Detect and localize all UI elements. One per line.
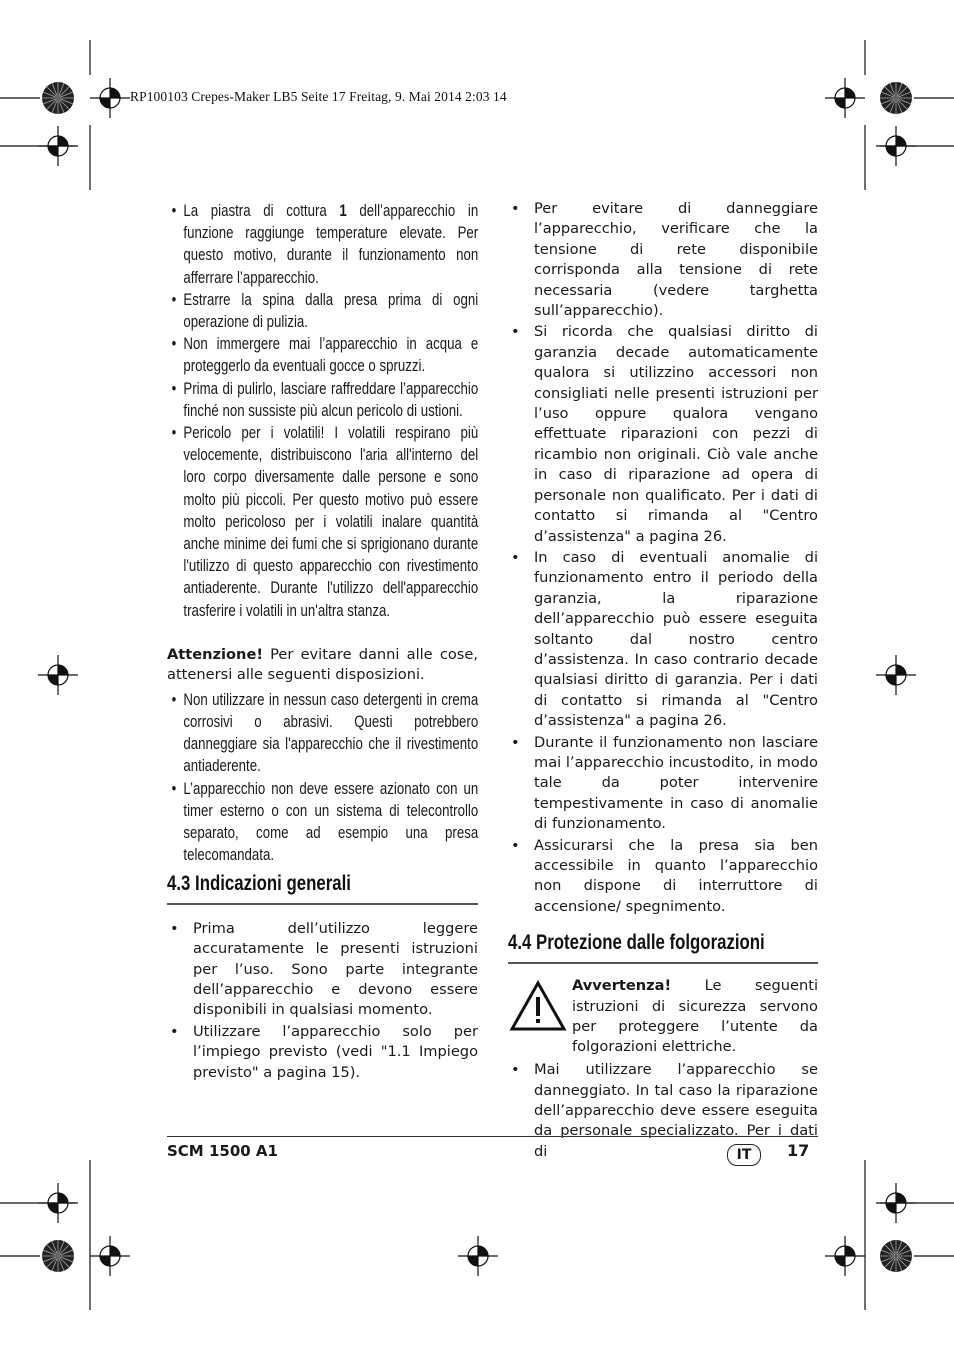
list-item: • Per evitare di danneggiare l’apparecchio, verificare che la tensione di rete disponibile corrisponda alla tensione di rete necessaria (vedere targhetta sull’apparecchio). xyxy=(508,199,818,321)
warning-label: Avvertenza! xyxy=(572,977,672,995)
warning-box xyxy=(508,976,818,1064)
safety-list-2 xyxy=(167,689,479,867)
list-item: • L’apparecchio non deve essere azionato con un timer esterno o con un sistema di telecontrollo separato, come ad esempio una presa telecomandata. xyxy=(167,778,478,867)
attention-label: Attenzione! xyxy=(167,646,263,663)
print-header: RP100103 Crepes-Maker LB5 Seite 17 Freitag, 9. Mai 2014 2:03 14 xyxy=(130,89,507,104)
list-item: • Non utilizzare in nessun caso detergenti in crema corrosivi o abrasivi. Questi potrebbero danneggiare sia l'apparecchio che il rivestimento antiaderente. xyxy=(167,689,478,778)
list-item: • Prima di pulirlo, lasciare raffreddare l’apparecchio finché non sussiste più alcun pericolo di ustioni. xyxy=(167,378,478,422)
list-item: • Si ricorda che qualsiasi diritto di garanzia decade automaticamente qualora si utilizzino accessori non consigliati nelle presenti istruzioni per l’uso oppure qualora vengano effettuate riparazioni con pezzi di ricambio non originali. Ciò vale anche in caso di riparazione ad opera di personale non qualificato. Per i dati di contatto si rimanda al "Centro d’assistenza" a pagina 26. xyxy=(508,322,818,546)
footer-model: SCM 1500 A1 xyxy=(167,1142,278,1160)
section-heading-4-4: 4.4 Protezione dalle folgorazioni xyxy=(508,931,818,964)
safety-list-3 xyxy=(508,199,818,917)
list-item: • Durante il funzionamento non lasciare mai l’apparecchio incustodito, in modo tale da poter intervenire tempestivamente in caso di anomalie di funzionamento. xyxy=(508,733,818,835)
list-item: • Estrarre la spina dalla presa prima di ogni operazione di pulizia. xyxy=(167,289,478,333)
list-item: • Prima dell’utilizzo leggere accuratamente le presenti istruzioni per l’uso. Sono parte integrante dell’apparecchio e devono essere disponibili in qualsiasi momento. xyxy=(167,919,478,1021)
part-number: 1 xyxy=(339,201,347,220)
list-item: • Utilizzare l’apparecchio solo per l’impiego previsto (vedi "1.1 Impiego previsto" a pagina 15). xyxy=(167,1022,478,1083)
language-badge: IT xyxy=(727,1144,761,1166)
attention-note: Attenzione! Per evitare danni alle cose, attenersi alle seguenti disposizioni. xyxy=(167,646,478,684)
warning-triangle-icon xyxy=(509,980,567,1032)
list-item: • Mai utilizzare l’apparecchio se danneggiato. In tal caso la riparazione dell’apparecchio deve essere eseguita da personale specializzato. Per i dati di xyxy=(508,1060,818,1162)
right-column xyxy=(508,199,818,1162)
footer-rule xyxy=(167,1136,818,1137)
list-item: • Non immergere mai l’apparecchio in acqua e proteggerlo da eventuali gocce o spruzzi. xyxy=(167,333,478,377)
section-heading-4-3: 4.3 Indicazioni generali xyxy=(167,872,478,905)
safety-list-1 xyxy=(167,200,479,622)
general-info-list xyxy=(167,919,478,1083)
list-item: • Pericolo per i volatili! I volatili respirano più velocemente, distribuiscono l'aria all'interno del loro corpo diversamente dalle persone e sono molto più piccoli. Per questo motivo può essere molto pericoloso per i volatili inalare quantità anche minime dei fumi che si sprigionano durante l'utilizzo di questo apparecchio con rivestimento antiaderente. Durante l'utilizzo dell'apparecchio trasferire i volatili in un'altra stanza. xyxy=(167,422,478,622)
warning-text: Avvertenza! Le seguenti istruzioni di sicurezza servono per proteggere l’utente da folgorazioni elettriche. xyxy=(572,977,818,1056)
page-number: 17 xyxy=(787,1141,810,1160)
left-column xyxy=(167,200,478,1083)
list-item: • La piastra di cottura 1 dell’apparecchio in funzione raggiunge temperature elevate. Per questo motivo, durante il funzionamento non afferrare l’apparecchio. xyxy=(167,200,478,289)
list-item: • Assicurarsi che la presa sia ben accessibile in quanto l’apparecchio non dispone di interruttore di accensione/ spegnimento. xyxy=(508,836,818,918)
list-item: • In caso di eventuali anomalie di funzionamento entro il periodo della garanzia, la riparazione dell’apparecchio può essere eseguita soltanto dal nostro centro d’assistenza. In caso contrario decade qualsiasi diritto di garanzia. Per i dati di contatto si rimanda al "Centro d’assistenza" a pagina 26. xyxy=(508,548,818,732)
electric-shock-list xyxy=(508,1060,818,1162)
